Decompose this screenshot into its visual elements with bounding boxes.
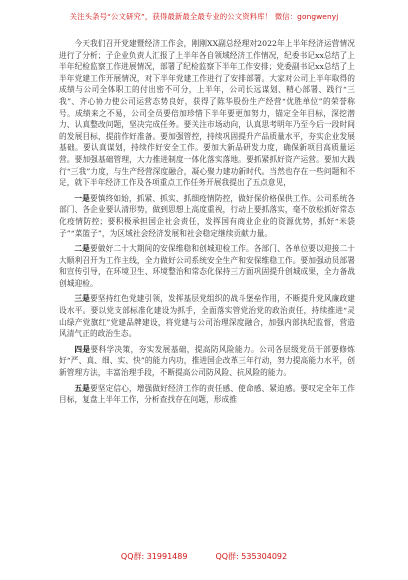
document-body [59,38,355,406]
qq-group-1: QQ群: 31991489 [120,552,188,561]
paragraph-lead: 四是 [74,344,91,354]
qq-group-2: QQ群: 535304092 [215,552,288,561]
header-banner: 关注头条号“公文研究”，获得最新最全最专业的公文资料库！ 微信：gongwenyj [69,12,339,21]
paragraph-lead: 三是 [74,294,90,304]
paragraph-point-4 [59,344,355,379]
paragraph-text: 要慎终如始，抓紧、抓实、抓细疫情防控，做好保价格保供工作。公司系统各部门、各企业要认清形势，做到思想上高度重视，行动上要抓落实，毫不放松抓好常态化疫情防控；要积极承担国企社会责任，发挥国有商业企业的资源优势，抓好“米袋子”“菜篮子”，为区域社会经济发展和社会稳定继续贡献力量。 [59,193,355,238]
paragraph-lead: 二是 [74,244,90,254]
paragraph-text: 要科学决策，夯实发展基础，提高防风险能力。公司各层级党员干部要修炼好“严、真、细、实、快”的能力内功，推进国企改革三年行动，努力提高能力水平，创新管理方法，丰富治理手段，不断提高公司防风险、抗风险的能力。 [59,344,355,378]
footer-contacts [0,551,408,562]
paragraph-lead: 一是 [74,193,90,203]
paragraph-text: 今天我们召开党建暨经济工作会，刚刚XX副总经理对2022年上半年经济运营情况进行了分析；子企业负责人汇报了上半年各自领域经济工作情况，纪委书记xx总结了上半年纪检监察工作进展情况，部署了纪检监察下半年工作安排；党委副书记xx总结了上半年党建工作开展情况，对下半年党建工作进行了安排部署。大家对公司上半年取得的成绩与公司全体职工的付出密不可分，上半年，公司长远谋划、精心部署、践行“三我”、齐心协力使公司运营态势良好，获得了陈华股份生产经营“优胜单位”的荣誉称号。成绩来之不易，公司全员要倍加珍惜下半年要更加努力，锚定全年目标，深挖潜力、认真整改问题，坚决完成任务。要关注市场动向，认真思考明年乃至今后一段时间的发展目标，提前作好准备。要加强管控，持续巩固提升产品质量水平，夯实企业发展基础。要认真谋划，持续作好安全工作。要加大新品研发力度，确保新项目高质量运营。要加强基础管理，大力推进制度一体化落实落地。要抓紧抓好资产运营。要加大践行“三我”力度，与生产经营深度融合，凝心聚力建功新时代。当然也存在一些问题和不足，就下半年经济工作及各项重点工作任务开展我提出了五点意见， [59,39,355,188]
paragraph-point-5 [59,383,355,406]
paragraph-point-1 [59,193,355,239]
paragraph-point-3 [59,293,355,339]
paragraph-point-2 [59,243,355,289]
paragraph-text: 要坚持红色党建引领，发挥基层党组织的战斗堡垒作用，不断提升党风廉政建设水平。要以党支部标准化建设为抓手，全面落实管党治党的政治责任，持续推进“灵山绿产党旗红”党建品牌建设，将党建与公司治理深度融合，加强内部执纪监督，营造风清气正的政治生态。 [59,294,355,339]
paragraph-text: 要坚定信心，增强做好经济工作的责任感、使命感、紧迫感。要叹定全年工作目标，复盘上半年工作，分析查找存在问题，形成推 [59,383,355,405]
paragraph-lead: 五是 [74,383,90,393]
paragraph-text: 要做好二十大期间的安保维稳和创城迎检工作。各部门、各单位要以迎接二十大顺利召开为工作主线，全力做好公司系统安全生产和安保维稳工作。要加强动员部署和宣传引导，在环境卫生、环境整治和常态化保持三方面巩固提升创城成果，全力备战创城迎检。 [59,244,355,288]
paragraph-intro [59,38,355,189]
